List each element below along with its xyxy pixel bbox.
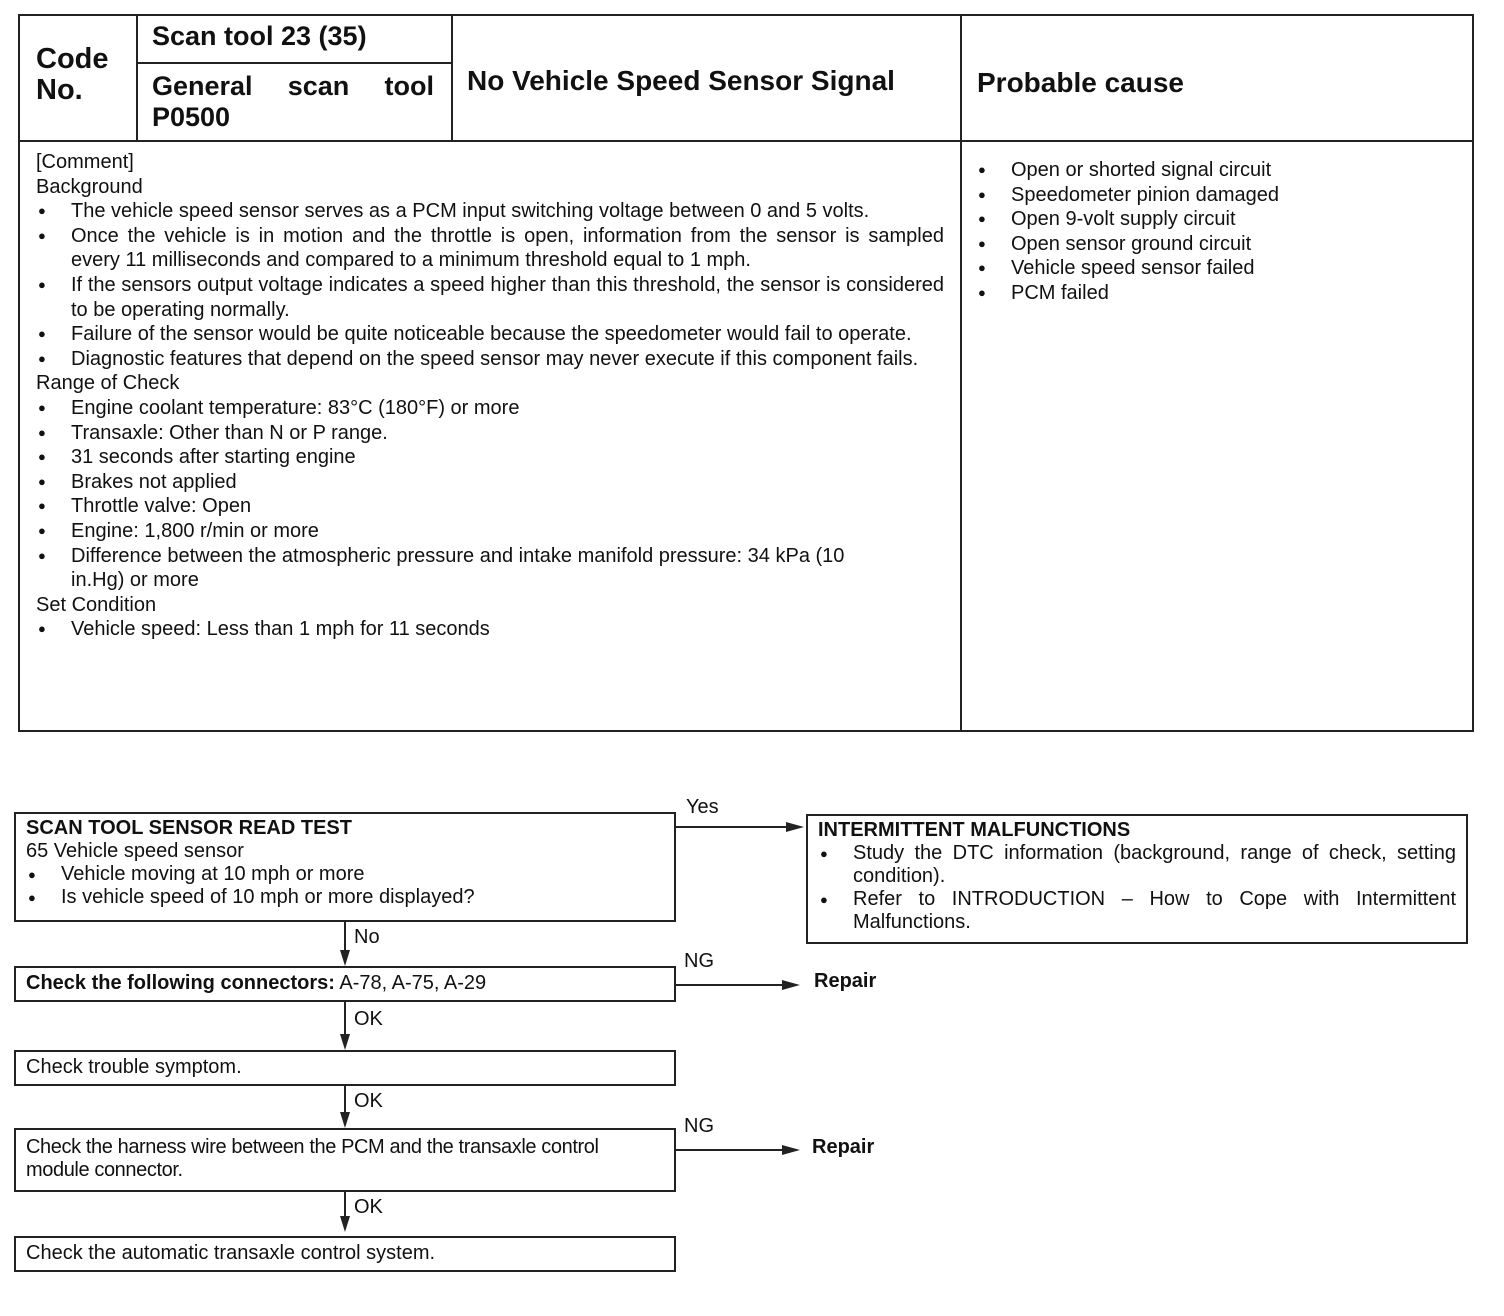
flow-intermittent-malfunctions — [806, 814, 1468, 944]
scantool-split — [136, 62, 453, 64]
ok-label-1: OK — [354, 1008, 383, 1030]
list-item: ● 31 seconds after starting engine — [36, 445, 944, 470]
background-label: Background — [36, 175, 143, 198]
no-arrow-line — [344, 922, 346, 952]
comment-body — [36, 150, 944, 642]
list-item: ● Open sensor ground circuit — [976, 232, 1456, 257]
intermittent-list — [818, 842, 1456, 934]
list-item: ● Difference between the atmospheric pressure and intake manifold pressure: 34 kPa (10 in.Hg) or more — [36, 544, 944, 593]
list-item: ● Refer to INTRODUCTION – How to Cope with Intermittent Malfunctions. — [818, 888, 1456, 934]
list-item: ● Vehicle moving at 10 mph or more — [26, 863, 664, 886]
list-item: ● Once the vehicle is in motion and the throttle is open, information from the sensor is sampled every 11 milliseconds and compared to a minimum threshold equal to 1 mph. — [36, 224, 944, 273]
list-item: ● Diagnostic features that depend on the speed sensor may never execute if this component fails. — [36, 347, 944, 372]
step-list — [26, 863, 664, 909]
list-item: ● Failure of the sensor would be quite noticeable because the speedometer would fail to operate. — [36, 322, 944, 347]
list-item: ● If the sensors output voltage indicates a speed higher than this threshold, the sensor is considered to be operating normally. — [36, 273, 944, 322]
repair-label-2: Repair — [812, 1136, 875, 1158]
list-item: ● Open or shorted signal circuit — [976, 158, 1456, 183]
flow-step-check-transaxle-system: Check the automatic transaxle control system. — [14, 1236, 676, 1272]
list-item: ● Is vehicle speed of 10 mph or more displayed? — [26, 886, 664, 909]
yes-arrow-head — [786, 822, 804, 832]
repair-label-1: Repair — [814, 970, 877, 992]
dtc-title: No Vehicle Speed Sensor Signal — [467, 65, 895, 96]
probable-cause-title: Probable cause — [977, 67, 1184, 98]
flow-step-check-connectors — [14, 966, 676, 1002]
list-item: ● Engine coolant temperature: 83°C (180°F) or more — [36, 396, 944, 421]
no-label: No — [354, 926, 380, 948]
step-bold-text: Check the following connectors: — [26, 972, 335, 994]
ok-arrow-line-1 — [344, 1002, 346, 1036]
step-subtitle: 65 Vehicle speed sensor — [26, 840, 244, 862]
general-scan-tool-code: P0500 — [152, 102, 231, 132]
list-item: ● PCM failed — [976, 281, 1456, 306]
list-item: ● Vehicle speed sensor failed — [976, 256, 1456, 281]
ok-arrow-head-2 — [340, 1112, 350, 1128]
no-arrow-head — [340, 950, 350, 966]
ng-arrow-line-2 — [676, 1149, 784, 1151]
ng-label-2: NG — [684, 1115, 714, 1137]
table-header-divider — [18, 140, 1474, 142]
ng-arrow-head-1 — [782, 980, 800, 990]
ng-label-1: NG — [684, 950, 714, 972]
ng-arrow-line-1 — [676, 984, 784, 986]
scan-tool-label: Scan tool 23 (35) — [152, 21, 367, 51]
probable-cause-body — [976, 158, 1456, 306]
ng-arrow-head-2 — [782, 1145, 800, 1155]
range-list — [36, 396, 944, 593]
ok-arrow-head-1 — [340, 1034, 350, 1050]
yes-arrow-line — [676, 826, 788, 828]
ok-arrow-head-3 — [340, 1216, 350, 1232]
background-list — [36, 199, 944, 371]
list-item: ● Transaxle: Other than N or P range. — [36, 421, 944, 446]
list-item: ● Throttle valve: Open — [36, 494, 944, 519]
table-divider-scantool — [451, 14, 453, 142]
set-condition-label: Set Condition — [36, 593, 157, 616]
list-item: ● Vehicle speed: Less than 1 mph for 11 seconds — [36, 617, 944, 642]
code-label: Code No. — [36, 43, 109, 106]
list-item: ● Open 9-volt supply circuit — [976, 207, 1456, 232]
flow-step-check-harness: Check the harness wire between the PCM and the transaxle control module connector. — [14, 1128, 676, 1192]
ok-arrow-line-3 — [344, 1192, 346, 1218]
step-text: A-78, A-75, A-29 — [334, 972, 487, 994]
list-item: ● Speedometer pinion damaged — [976, 183, 1456, 208]
flow-step-scan-tool-test — [14, 812, 676, 922]
list-item: ● The vehicle speed sensor serves as a PCM input switching voltage between 0 and 5 volts. — [36, 199, 944, 224]
list-item: ● Brakes not applied — [36, 470, 944, 495]
probable-cause-list — [976, 158, 1456, 306]
step-title: SCAN TOOL SENSOR READ TEST — [26, 817, 352, 839]
yes-label: Yes — [686, 796, 719, 818]
general-scan-tool-label: General scan tool — [152, 71, 434, 101]
ok-label-3: OK — [354, 1196, 383, 1218]
intermittent-title: INTERMITTENT MALFUNCTIONS — [818, 819, 1131, 841]
table-divider-main — [960, 14, 962, 732]
list-item: ● Study the DTC information (background, range of check, setting condition). — [818, 842, 1456, 888]
set-condition-list — [36, 617, 944, 642]
flow-step-check-symptom: Check trouble symptom. — [14, 1050, 676, 1086]
ok-arrow-line-2 — [344, 1086, 346, 1114]
comment-label: [Comment] — [36, 151, 134, 173]
table-divider-code — [136, 14, 138, 142]
ok-label-2: OK — [354, 1090, 383, 1112]
list-item: ● Engine: 1,800 r/min or more — [36, 519, 944, 544]
range-label: Range of Check — [36, 372, 180, 395]
